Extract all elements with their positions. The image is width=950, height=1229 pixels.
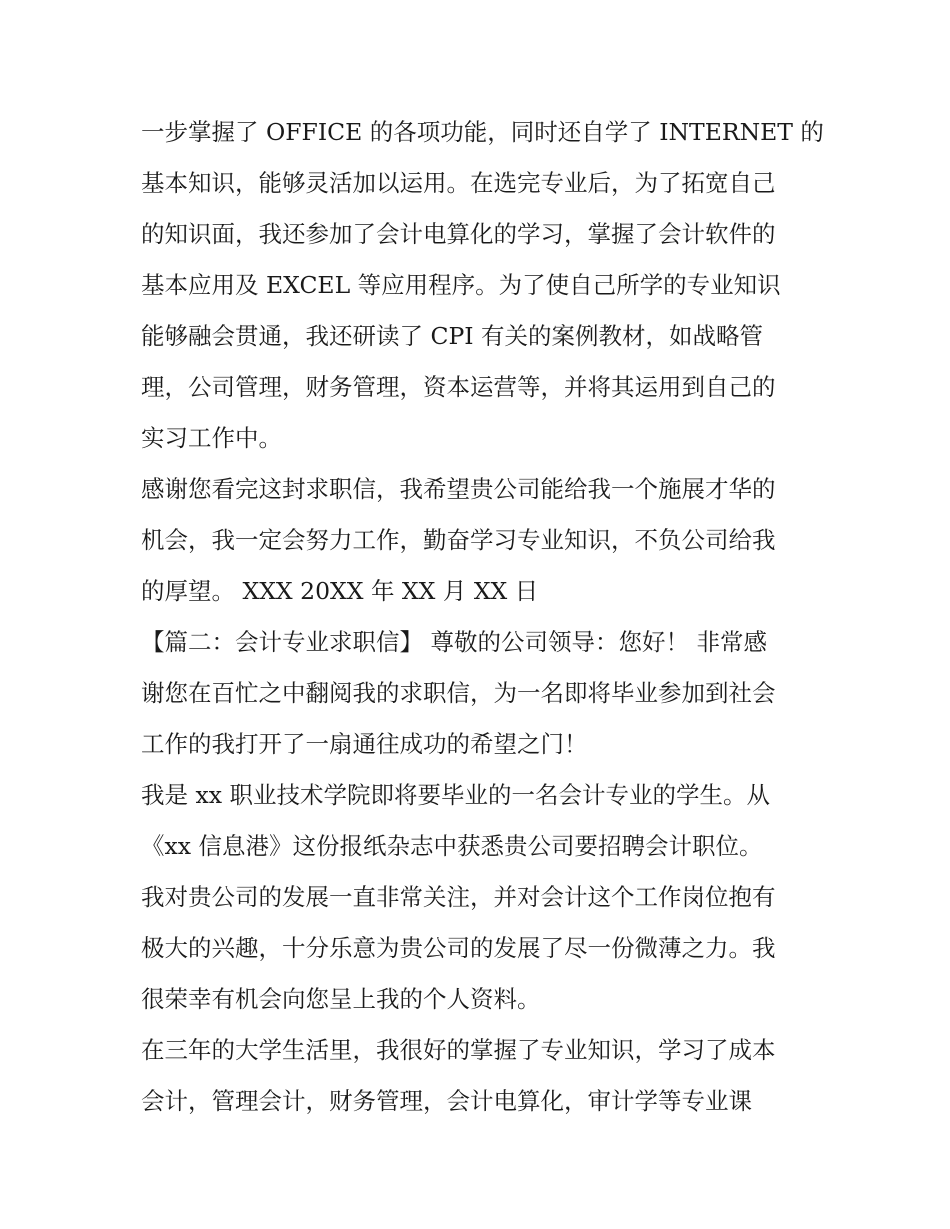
text-line: 会计，管理会计，财务管理，会计电算化，审计学等专业课 (141, 1087, 752, 1115)
text-line: 实习工作中。 (141, 424, 282, 452)
text-line: 我对贵公司的发展一直非常关注，并对会计这个工作岗位抱有 (141, 883, 776, 911)
text-line: 很荣幸有机会向您呈上我的个人资料。 (141, 985, 541, 1013)
text-line: 基本知识，能够灵活加以运用。在选完专业后，为了拓宽自己 (141, 169, 776, 197)
text-line: 能够融会贯通，我还研读了 CPI 有关的案例教材，如战略管 (141, 322, 764, 350)
text-line: 基本应用及 EXCEL 等应用程序。为了使自己所学的专业知识 (141, 271, 781, 299)
text-line: 谢您在百忙之中翻阅我的求职信，为一名即将毕业参加到社会 (141, 679, 776, 707)
text-line: 理，公司管理，财务管理，资本运营等，并将其运用到自己的 (141, 373, 776, 401)
text-line: 极大的兴趣，十分乐意为贵公司的发展了尽一份微薄之力。我 (141, 934, 776, 962)
text-line: 工作的我打开了一扇通往成功的希望之门！ (141, 730, 588, 758)
text-line: 的厚望。 XXX 20XX 年 XX 月 XX 日 (141, 577, 539, 605)
body-text (141, 107, 824, 1127)
text-line: 机会，我一定会努力工作，勤奋学习专业知识，不负公司给我 (141, 526, 776, 554)
text-line: 【篇二：会计专业求职信】 尊敬的公司领导：您好！ 非常感 (141, 628, 767, 656)
text-line: 的知识面，我还参加了会计电算化的学习，掌握了会计软件的 (141, 220, 776, 248)
text-line: 《xx 信息港》这份报纸杂志中获悉贵公司要招聘会计职位。 (141, 832, 763, 860)
text-line: 在三年的大学生活里，我很好的掌握了专业知识，学习了成本 (141, 1036, 776, 1064)
text-line: 一步掌握了 OFFICE 的各项功能，同时还自学了 INTERNET 的 (141, 118, 824, 146)
text-line: 我是 xx 职业技术学院即将要毕业的一名会计专业的学生。从 (141, 781, 770, 809)
text-line: 感谢您看完这封求职信，我希望贵公司能给我一个施展才华的 (141, 475, 776, 503)
